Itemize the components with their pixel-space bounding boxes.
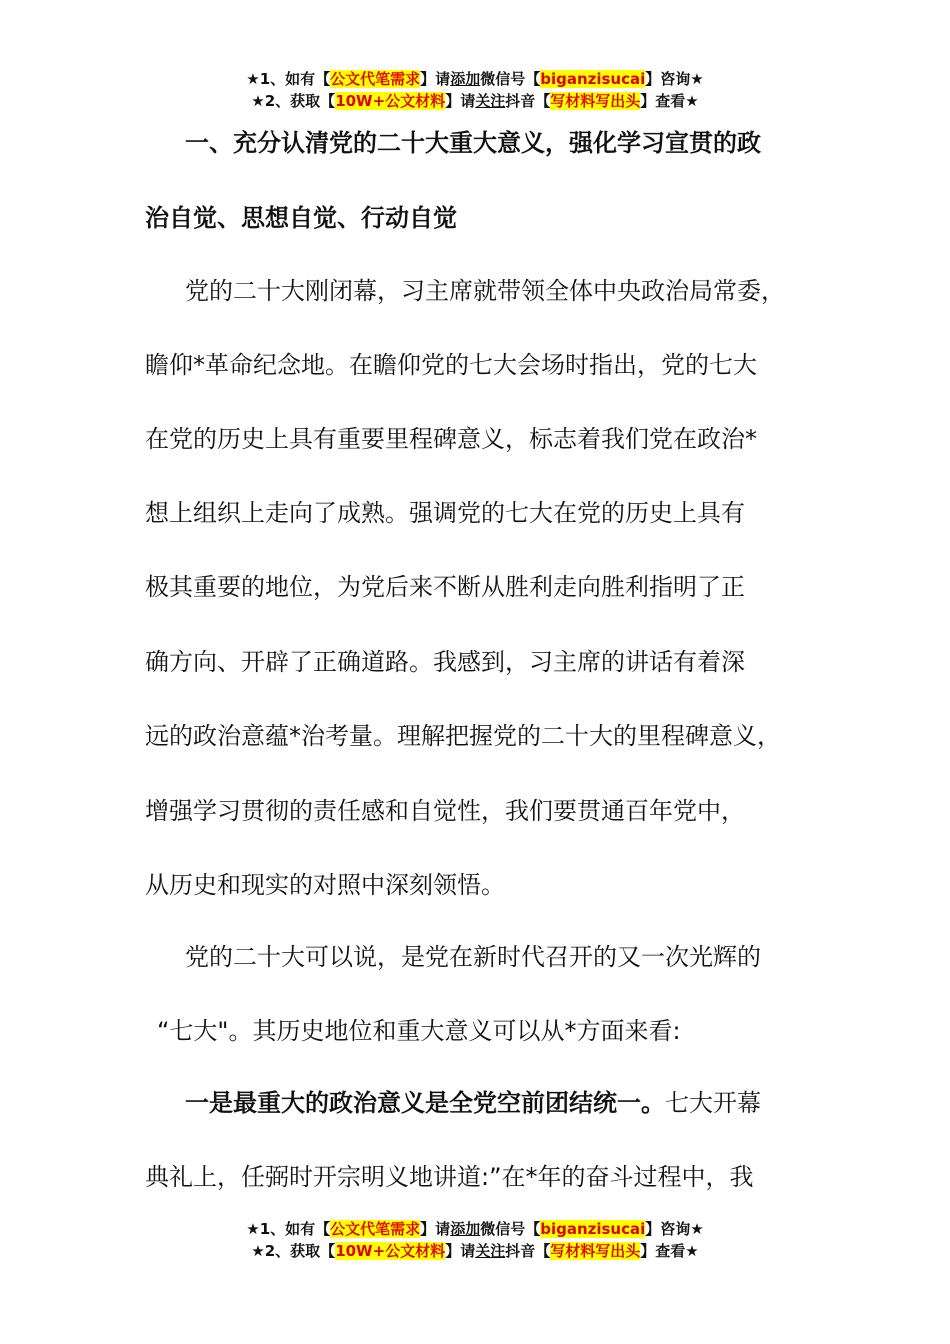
section-heading-line-1: 一、充分认清党的二十大重大意义，强化学习宣贯的政 bbox=[185, 129, 761, 157]
paragraph-line: 党的二十大可以说，是党在新时代召开的又一次光辉的 bbox=[185, 943, 761, 971]
paragraph-line: 从历史和现实的对照中深刻领悟。 bbox=[145, 871, 505, 899]
promo-banner-bottom bbox=[0, 1218, 950, 1262]
paragraph-line: 典礼上，任弼时开宗明义地讲道:”在*年的奋斗过程中，我 bbox=[145, 1163, 754, 1191]
promo-line-2: ★2、获取【10W+公文材料】请关注抖音【写材料写出头】查看★ bbox=[251, 1242, 699, 1260]
paragraph-line: 确方向、开辟了正确道路。我感到，习主席的讲话有着深 bbox=[145, 648, 745, 676]
paragraph-line: 想上组织上走向了成熟。强调党的七大在党的历史上具有 bbox=[145, 499, 745, 527]
paragraph-line: 增强学习贯彻的责任感和自觉性，我们要贯通百年党中， bbox=[145, 797, 745, 825]
paragraph-line: “七大"。其历史地位和重大意义可以从*方面来看: bbox=[157, 1017, 681, 1045]
promo-line-2: ★2、获取【10W+公文材料】请关注抖音【写材料写出头】查看★ bbox=[251, 92, 699, 110]
promo-banner-top bbox=[0, 68, 950, 112]
paragraph-line: 在党的历史上具有重要里程碑意义，标志着我们党在政治* bbox=[145, 425, 757, 453]
paragraph-line: 一是最重大的政治意义是全党空前团结统一。七大开幕 bbox=[185, 1089, 761, 1117]
paragraph-line: 远的政治意蕴*治考量。理解把握党的二十大的里程碑意义， bbox=[145, 722, 781, 750]
section-heading-line-2: 治自觉、思想自觉、行动自觉 bbox=[145, 204, 457, 232]
bold-lead: 一是最重大的政治意义是全党空前团结统一。 bbox=[185, 1089, 665, 1117]
paragraph-line: 瞻仰*革命纪念地。在瞻仰党的七大会场时指出，党的七大 bbox=[145, 351, 757, 379]
paragraph-line: 极其重要的地位，为党后来不断从胜利走向胜利指明了正 bbox=[145, 573, 745, 601]
promo-line-1: ★1、如有【公文代笔需求】请添加微信号【biganzisucai】咨询★ bbox=[246, 70, 704, 88]
promo-line-1: ★1、如有【公文代笔需求】请添加微信号【biganzisucai】咨询★ bbox=[246, 1220, 704, 1238]
paragraph-line: 党的二十大刚闭幕，习主席就带领全体中央政治局常委， bbox=[185, 277, 785, 305]
